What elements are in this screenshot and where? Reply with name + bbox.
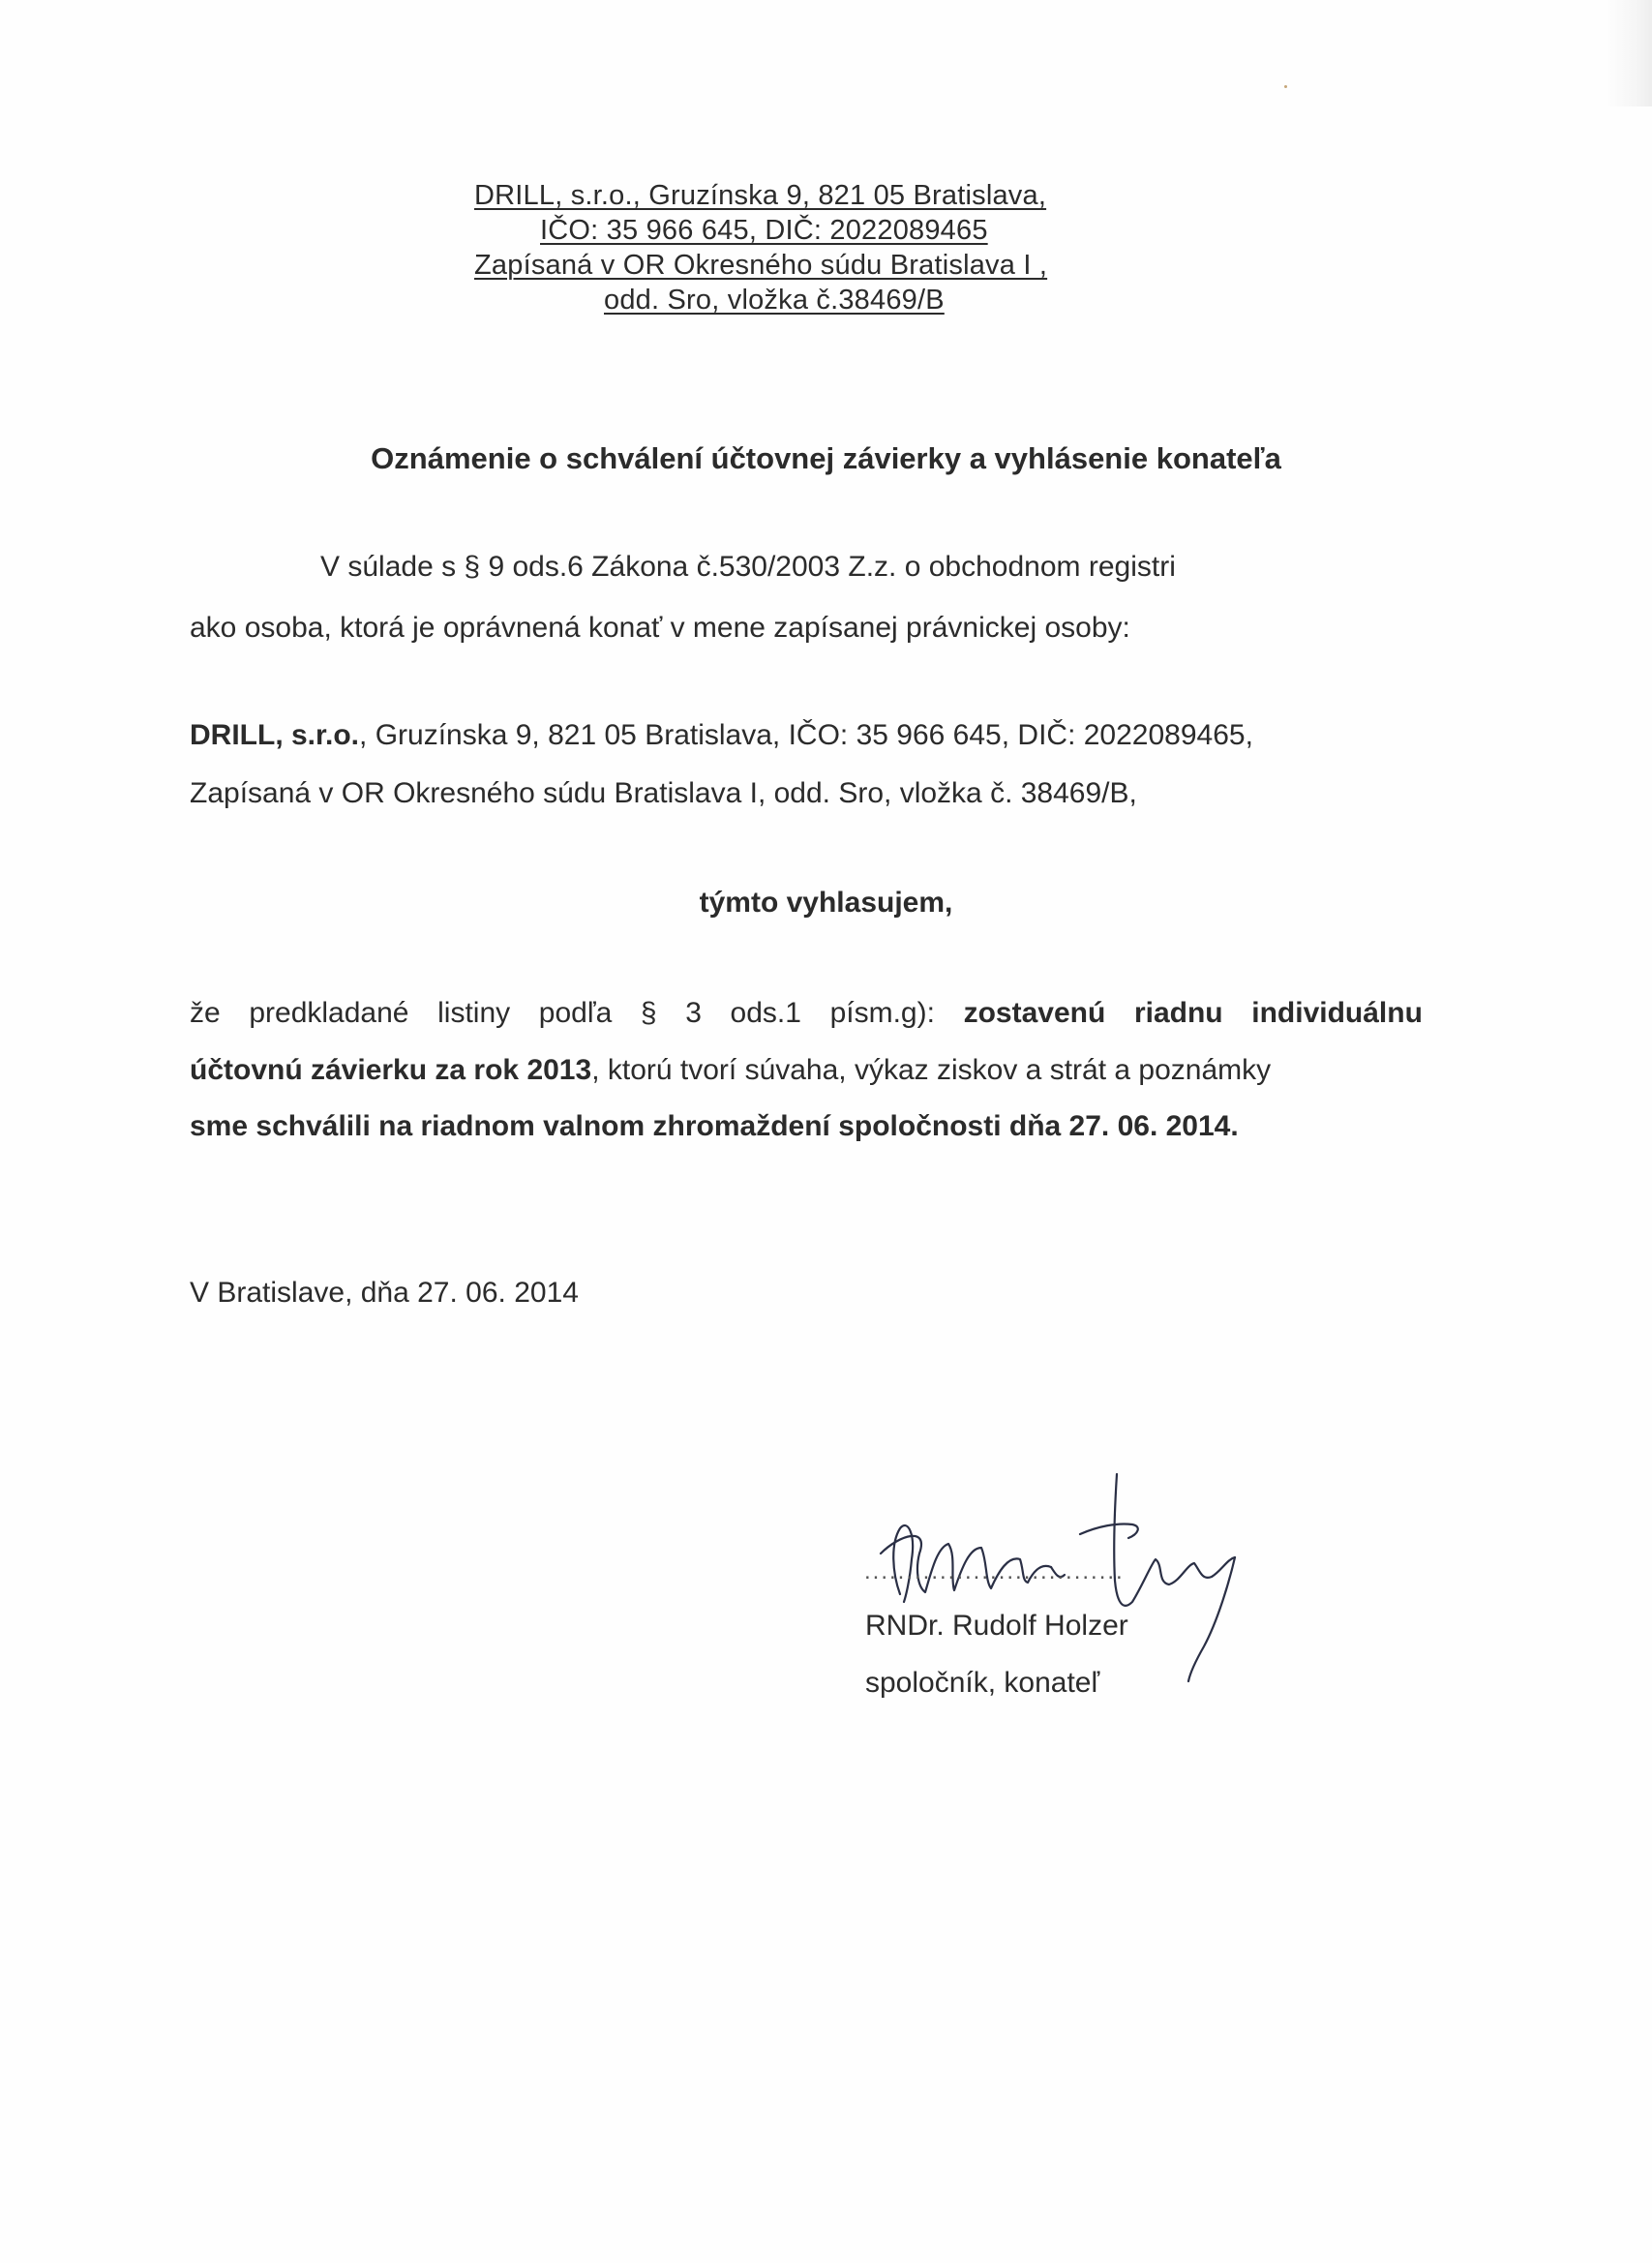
company-details-line-1 <box>190 716 1253 755</box>
header-line-1: DRILL, s.r.o., Gruzínska 9, 821 05 Bratislava, <box>474 180 1047 211</box>
statement-word: písm.g): <box>829 997 935 1029</box>
statement-word: 3 <box>685 997 702 1029</box>
header-line-4: odd. Sro, vložka č.38469/B <box>604 285 945 316</box>
declaration-heading: týmto vyhlasujem, <box>699 887 953 919</box>
signer-name: RNDr. Rudolf Holzer <box>865 1610 1128 1642</box>
statement-bold-word: riadnu <box>1133 997 1223 1029</box>
company-header <box>465 178 1161 317</box>
statement-word: podľa <box>538 997 613 1029</box>
place-and-date: V Bratislave, dňa 27. 06. 2014 <box>190 1277 579 1309</box>
statement-contents: , ktorú tvorí súvaha, výkaz ziskov a strát a poznámky <box>591 1054 1272 1086</box>
statement-line-1 <box>190 994 1423 1033</box>
scan-speck <box>1284 85 1287 88</box>
header-line-3: Zapísaná v OR Okresného súdu Bratislava I , <box>474 250 1048 281</box>
signer-role: spoločník, konateľ <box>865 1667 1100 1699</box>
statement-bold-word: zostavenú <box>963 997 1106 1029</box>
company-address: , Gruzínska 9, 821 05 Bratislava, IČO: 35 966 645, DIČ: 2022089465, <box>359 719 1253 751</box>
statement-line-3: sme schválili na riadnom valnom zhromaždení spoločnosti dňa 27. 06. 2014. <box>190 1110 1239 1142</box>
statement-word: listiny <box>437 997 511 1029</box>
statement-word: § <box>640 997 657 1029</box>
statement-subject: účtovnú závierku za rok 2013 <box>190 1054 592 1086</box>
statement-bold-word: individuálnu <box>1251 997 1423 1029</box>
statement-word: že <box>190 997 221 1029</box>
header-line-2: IČO: 35 966 645, DIČ: 2022089465 <box>540 215 988 246</box>
statement-line-2 <box>190 1051 1423 1090</box>
document-title: Oznámenie o schválení účtovnej závierky a vyhlásenie konateľa <box>371 441 1281 475</box>
company-details-line-2: Zapísaná v OR Okresného súdu Bratislava I, odd. Sro, vložka č. 38469/B, <box>190 777 1137 809</box>
scan-edge-shadow <box>1604 0 1652 106</box>
signature-line: ............................... <box>864 1558 1125 1584</box>
legal-basis-line-1: V súlade s § 9 ods.6 Zákona č.530/2003 Z.z. o obchodnom registri <box>320 551 1176 583</box>
statement-word: predkladané <box>249 997 409 1029</box>
company-name: DRILL, s.r.o. <box>190 719 360 751</box>
legal-basis-line-2: ako osoba, ktorá je oprávnená konať v mene zapísanej právnickej osoby: <box>190 612 1130 644</box>
statement-word: ods.1 <box>730 997 801 1029</box>
